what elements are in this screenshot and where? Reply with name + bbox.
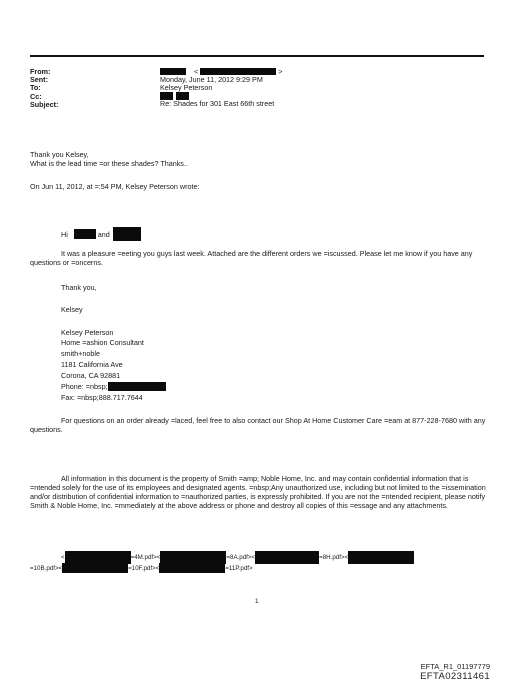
sig-company: smith+noble: [61, 349, 100, 358]
attachment-lt: <: [61, 554, 65, 561]
email-header: [30, 67, 282, 108]
redaction-block: [113, 227, 141, 241]
to-value: Kelsey Peterson: [160, 82, 213, 92]
page-number: 1: [255, 598, 259, 605]
questions-paragraph: For questions on an order already =laced, feel free to also contact our Shop At Home Customer Care =eam at 877-228-7680 with any questions.: [30, 416, 486, 434]
redaction-block: [160, 68, 186, 75]
to-row: [30, 83, 282, 91]
question: What is the lead time =or these shades? Thanks..: [30, 159, 188, 168]
subject-value: Re: Shades for 301 East 66th street: [160, 99, 275, 109]
from-label: From:: [30, 67, 51, 76]
hi-line: [61, 227, 141, 241]
thank-you: Thank you,: [61, 283, 97, 292]
disclaimer-paragraph: All information in this document is the property of Smith =amp; Noble Home, Inc. and may contain confidential information that is =ntended solely for the use of its employees and designated agents. =nbsp;Any unauthorized use, including but not limited to the =issemination and/or distribution of confidential information to =nauthorized parties, is expressly prohibited. If you are not the =ntended recipient, please notify Smith & Noble Home, Inc. =mmediately at the above address or phone and destroy all copies of this =essage and any attachments.: [30, 474, 486, 510]
attachment-link[interactable]: =8H.pdf><: [319, 554, 349, 561]
redaction-block: [159, 563, 225, 573]
sign-name: Kelsey: [61, 305, 83, 314]
cc-label: Cc:: [30, 91, 42, 101]
attachments-row-2: [30, 563, 253, 573]
sent-label: Sent:: [30, 75, 48, 85]
hi-text: Hi: [61, 229, 68, 239]
attachment-link[interactable]: =11P.pdf>: [225, 564, 253, 572]
subject-row: [30, 100, 282, 108]
sig-city: Corona, CA 92881: [61, 371, 121, 380]
to-label: To:: [30, 83, 41, 93]
attachment-link[interactable]: =10B.pdf><: [30, 564, 63, 572]
redaction-block: [74, 229, 96, 239]
greeting: Thank you Kelsey,: [30, 150, 89, 159]
sent-row: [30, 75, 282, 83]
subject-label: Subject:: [30, 99, 59, 109]
sig-address: 1181 California Ave: [61, 360, 123, 369]
sig-name: Kelsey Peterson: [61, 328, 114, 337]
document-id-2: EFTA02311461: [420, 671, 490, 682]
attachment-link[interactable]: =10F.pdf><: [128, 564, 160, 572]
sent-value: Monday, June 11, 2012 9:29 PM: [160, 74, 263, 84]
sig-phone-line: [61, 382, 166, 391]
from-lt: <: [194, 66, 199, 76]
document-id-1: EFTA_R1_01197779: [420, 662, 490, 671]
redaction-block: [255, 551, 319, 564]
from-gt: >: [278, 66, 283, 76]
sig-title: Home =ashion Consultant: [61, 338, 144, 347]
and-text: and: [97, 229, 110, 239]
redaction-block: [348, 551, 414, 564]
sig-phone: Phone: =nbsp;: [61, 382, 108, 391]
pleasure-paragraph: It was a pleasure =eeting you guys last week. Attached are the different orders we =iscussed. Please let me know if you have any questions or =oncerns.: [30, 249, 473, 267]
redaction-block: [200, 68, 276, 75]
attachment-link[interactable]: =4M.pdf><: [130, 554, 161, 561]
attachment-link[interactable]: =8A.pdf><: [226, 554, 256, 561]
header-rule: [30, 55, 484, 57]
redaction-block: [62, 563, 128, 573]
redaction-block: [108, 382, 166, 391]
sig-fax: Fax: =nbsp;888.717.7644: [61, 393, 143, 402]
quote-intro: On Jun 11, 2012, at =:54 PM, Kelsey Peterson wrote:: [30, 182, 200, 191]
